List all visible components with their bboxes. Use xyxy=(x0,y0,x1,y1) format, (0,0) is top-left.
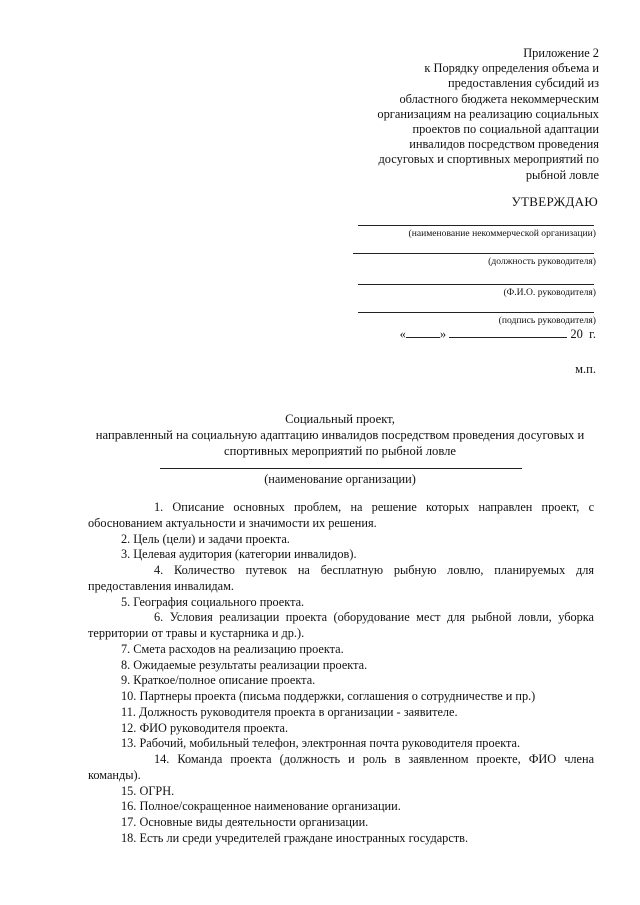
list-item xyxy=(88,500,594,532)
list-item: 13. Рабочий, мобильный телефон, электронная почта руководителя проекта. xyxy=(121,736,521,751)
list-item: 2. Цель (цели) и задачи проекта. xyxy=(121,531,290,546)
annex-line: досуговых и спортивных мероприятий по xyxy=(378,152,599,167)
approval-date xyxy=(400,327,596,342)
approval-heading: УТВЕРЖДАЮ xyxy=(511,194,598,209)
list-item xyxy=(88,610,594,642)
requirements-list xyxy=(88,500,594,847)
list-item-continuation: предоставления инвалидам. xyxy=(88,578,234,593)
annex-line: предоставления субсидий из xyxy=(448,76,599,91)
date-year: 20 xyxy=(570,327,583,341)
annex-line: областного бюджета некоммерческим xyxy=(399,91,599,106)
list-item-continuation: территории от травы и кустарника и др.). xyxy=(88,626,305,640)
annex-line: Приложение 2 xyxy=(523,46,599,60)
organization-line xyxy=(160,468,522,469)
annex-line: инвалидов посредством проведения xyxy=(409,137,599,152)
annex-line: рыбной ловле xyxy=(525,167,599,182)
signature-line xyxy=(358,312,594,313)
project-title-line-1: Социальный проект, xyxy=(285,412,395,426)
position-caption: (должность руководителя) xyxy=(488,256,596,267)
organization-caption: (наименование организации) xyxy=(264,472,416,486)
list-item: 15. ОГРН. xyxy=(121,783,175,798)
name-line xyxy=(358,284,594,285)
list-item: 5. География социального проекта. xyxy=(121,594,305,609)
org-name-caption: (наименование некоммерческой организации) xyxy=(408,228,596,239)
list-item: 12. ФИО руководителя проекта. xyxy=(121,720,289,735)
name-caption: (Ф.И.О. руководителя) xyxy=(503,287,596,298)
position-line xyxy=(353,253,594,254)
annex-line: организациям на реализацию социальных xyxy=(377,106,599,121)
list-item xyxy=(88,563,594,595)
list-item: 18. Есть ли среди учредителей граждане иностранных государств. xyxy=(121,830,469,845)
list-item: 11. Должность руководителя проекта в организации - заявителе. xyxy=(121,704,458,719)
annex-header xyxy=(299,46,599,183)
list-item-continuation: обоснованием актуальности и значимости их решения. xyxy=(88,515,377,530)
org-name-line xyxy=(358,225,594,226)
list-item: 9. Краткое/полное описание проекта. xyxy=(121,673,316,688)
day-blank xyxy=(406,327,440,338)
list-item: 3. Целевая аудитория (категории инвалидов). xyxy=(121,547,357,562)
date-close-quote: » xyxy=(439,327,447,341)
month-blank xyxy=(449,327,567,338)
seal-mark: м.п. xyxy=(575,362,596,376)
list-item-continuation: команды). xyxy=(88,767,141,782)
annex-line: к Порядку определения объема и xyxy=(424,61,599,76)
list-item-text: 14. Команда проекта (должность и роль в заявленном проекте, ФИО члена xyxy=(154,752,595,766)
list-item xyxy=(88,752,594,784)
date-open-quote: « xyxy=(399,327,406,341)
list-item-text: 4. Количество путевок на бесплатную рыбную ловлю, планируемых для xyxy=(154,563,595,577)
list-item: 8. Ожидаемые результаты реализации проекта. xyxy=(121,657,368,672)
list-item: 17. Основные виды деятельности организации. xyxy=(121,815,369,829)
annex-line: проектов по социальной адаптации xyxy=(412,122,599,137)
list-item: 10. Партнеры проекта (письма поддержки, соглашения о сотрудничестве и пр.) xyxy=(121,689,536,703)
list-item: 7. Смета расходов на реализацию проекта. xyxy=(121,641,344,656)
project-title-line-3: спортивных мероприятий по рыбной ловле xyxy=(224,444,456,458)
date-year-suffix: г. xyxy=(589,327,596,341)
list-item: 16. Полное/сокращенное наименование организации. xyxy=(121,799,401,814)
list-item-text: 6. Условия реализации проекта (оборудование мест для рыбной ловли, уборка xyxy=(154,610,595,625)
list-item-text: 1. Описание основных проблем, на решение которых направлен проект, с xyxy=(154,500,595,514)
signature-caption: (подпись руководителя) xyxy=(498,315,596,326)
project-title-line-2: направленный на социальную адаптацию инвалидов посредством проведения досуговых и xyxy=(95,428,585,442)
